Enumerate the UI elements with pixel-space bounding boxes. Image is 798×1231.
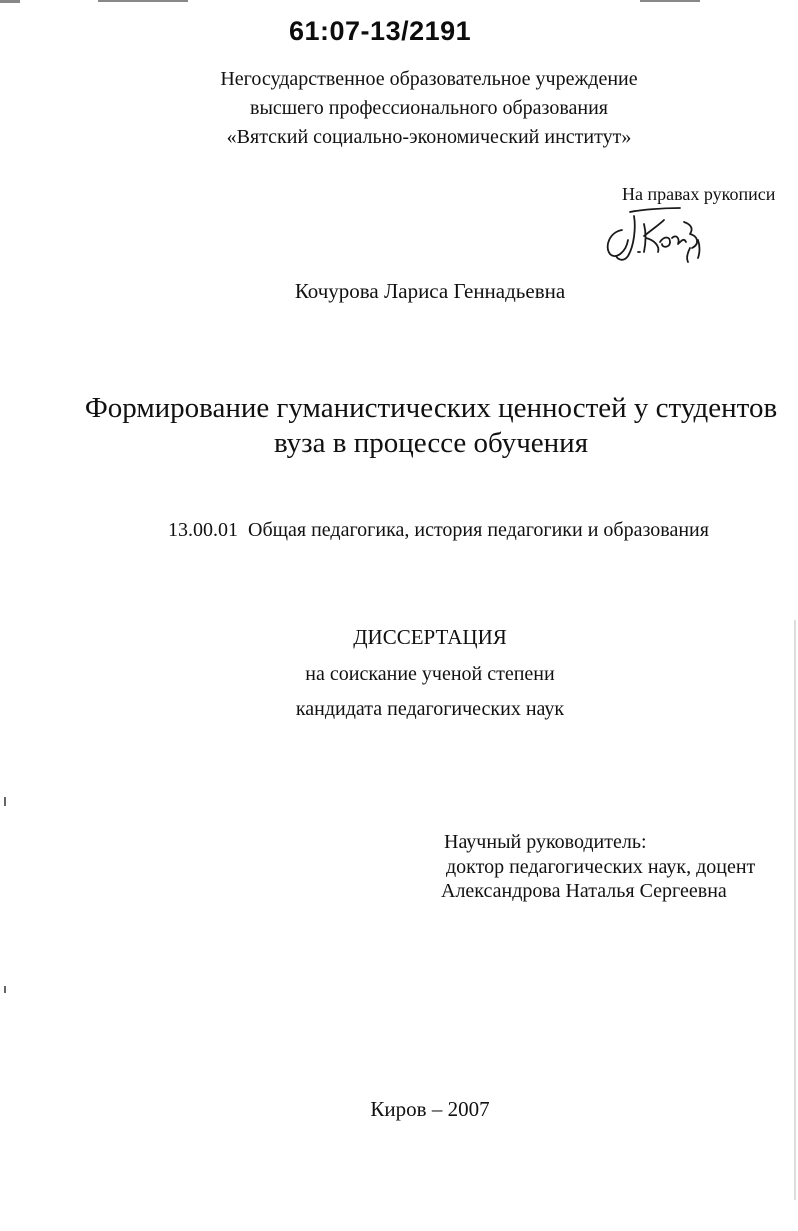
advisor-credentials: доктор педагогических наук, доцент [446, 856, 756, 878]
institution-line-2: высшего профессионального образования [250, 97, 608, 119]
scan-artifact-top-left [0, 0, 20, 3]
institution-line-1: Негосударственное образовательное учреждение [220, 68, 638, 90]
institution-line-3: «Вятский социально-экономический институт» [226, 126, 632, 148]
specialty-code: 13.00.01 Общая педагогика, история педагогики и образования [168, 519, 709, 541]
degree-line-2: кандидата педагогических наук [295, 698, 565, 720]
author-name: Кочурова Лариса Геннадьевна [294, 279, 566, 303]
dissertation-title-line-1: Формирование гуманистических ценностей у студентов [84, 392, 778, 424]
scan-mark-left-2 [4, 986, 6, 993]
scan-artifact-top-right [640, 0, 700, 2]
scan-mark-left-1 [4, 797, 6, 806]
advisor-label: Научный руководитель: [444, 831, 647, 853]
archive-stamp-code: 61:07-13/2191 [289, 16, 472, 46]
rights-note: На правах рукописи [622, 184, 776, 204]
degree-line-1: на соискание ученой степени [305, 663, 555, 685]
handwritten-signature [600, 202, 710, 264]
scan-artifact-top-mid [98, 0, 188, 2]
document-type-heading: ДИССЕРТАЦИЯ [353, 625, 507, 649]
dissertation-title-line-2: вуза в процессе обучения [273, 427, 589, 459]
place-and-year: Киров – 2007 [370, 1097, 490, 1121]
advisor-name: Александрова Наталья Сергеевна [441, 880, 727, 902]
